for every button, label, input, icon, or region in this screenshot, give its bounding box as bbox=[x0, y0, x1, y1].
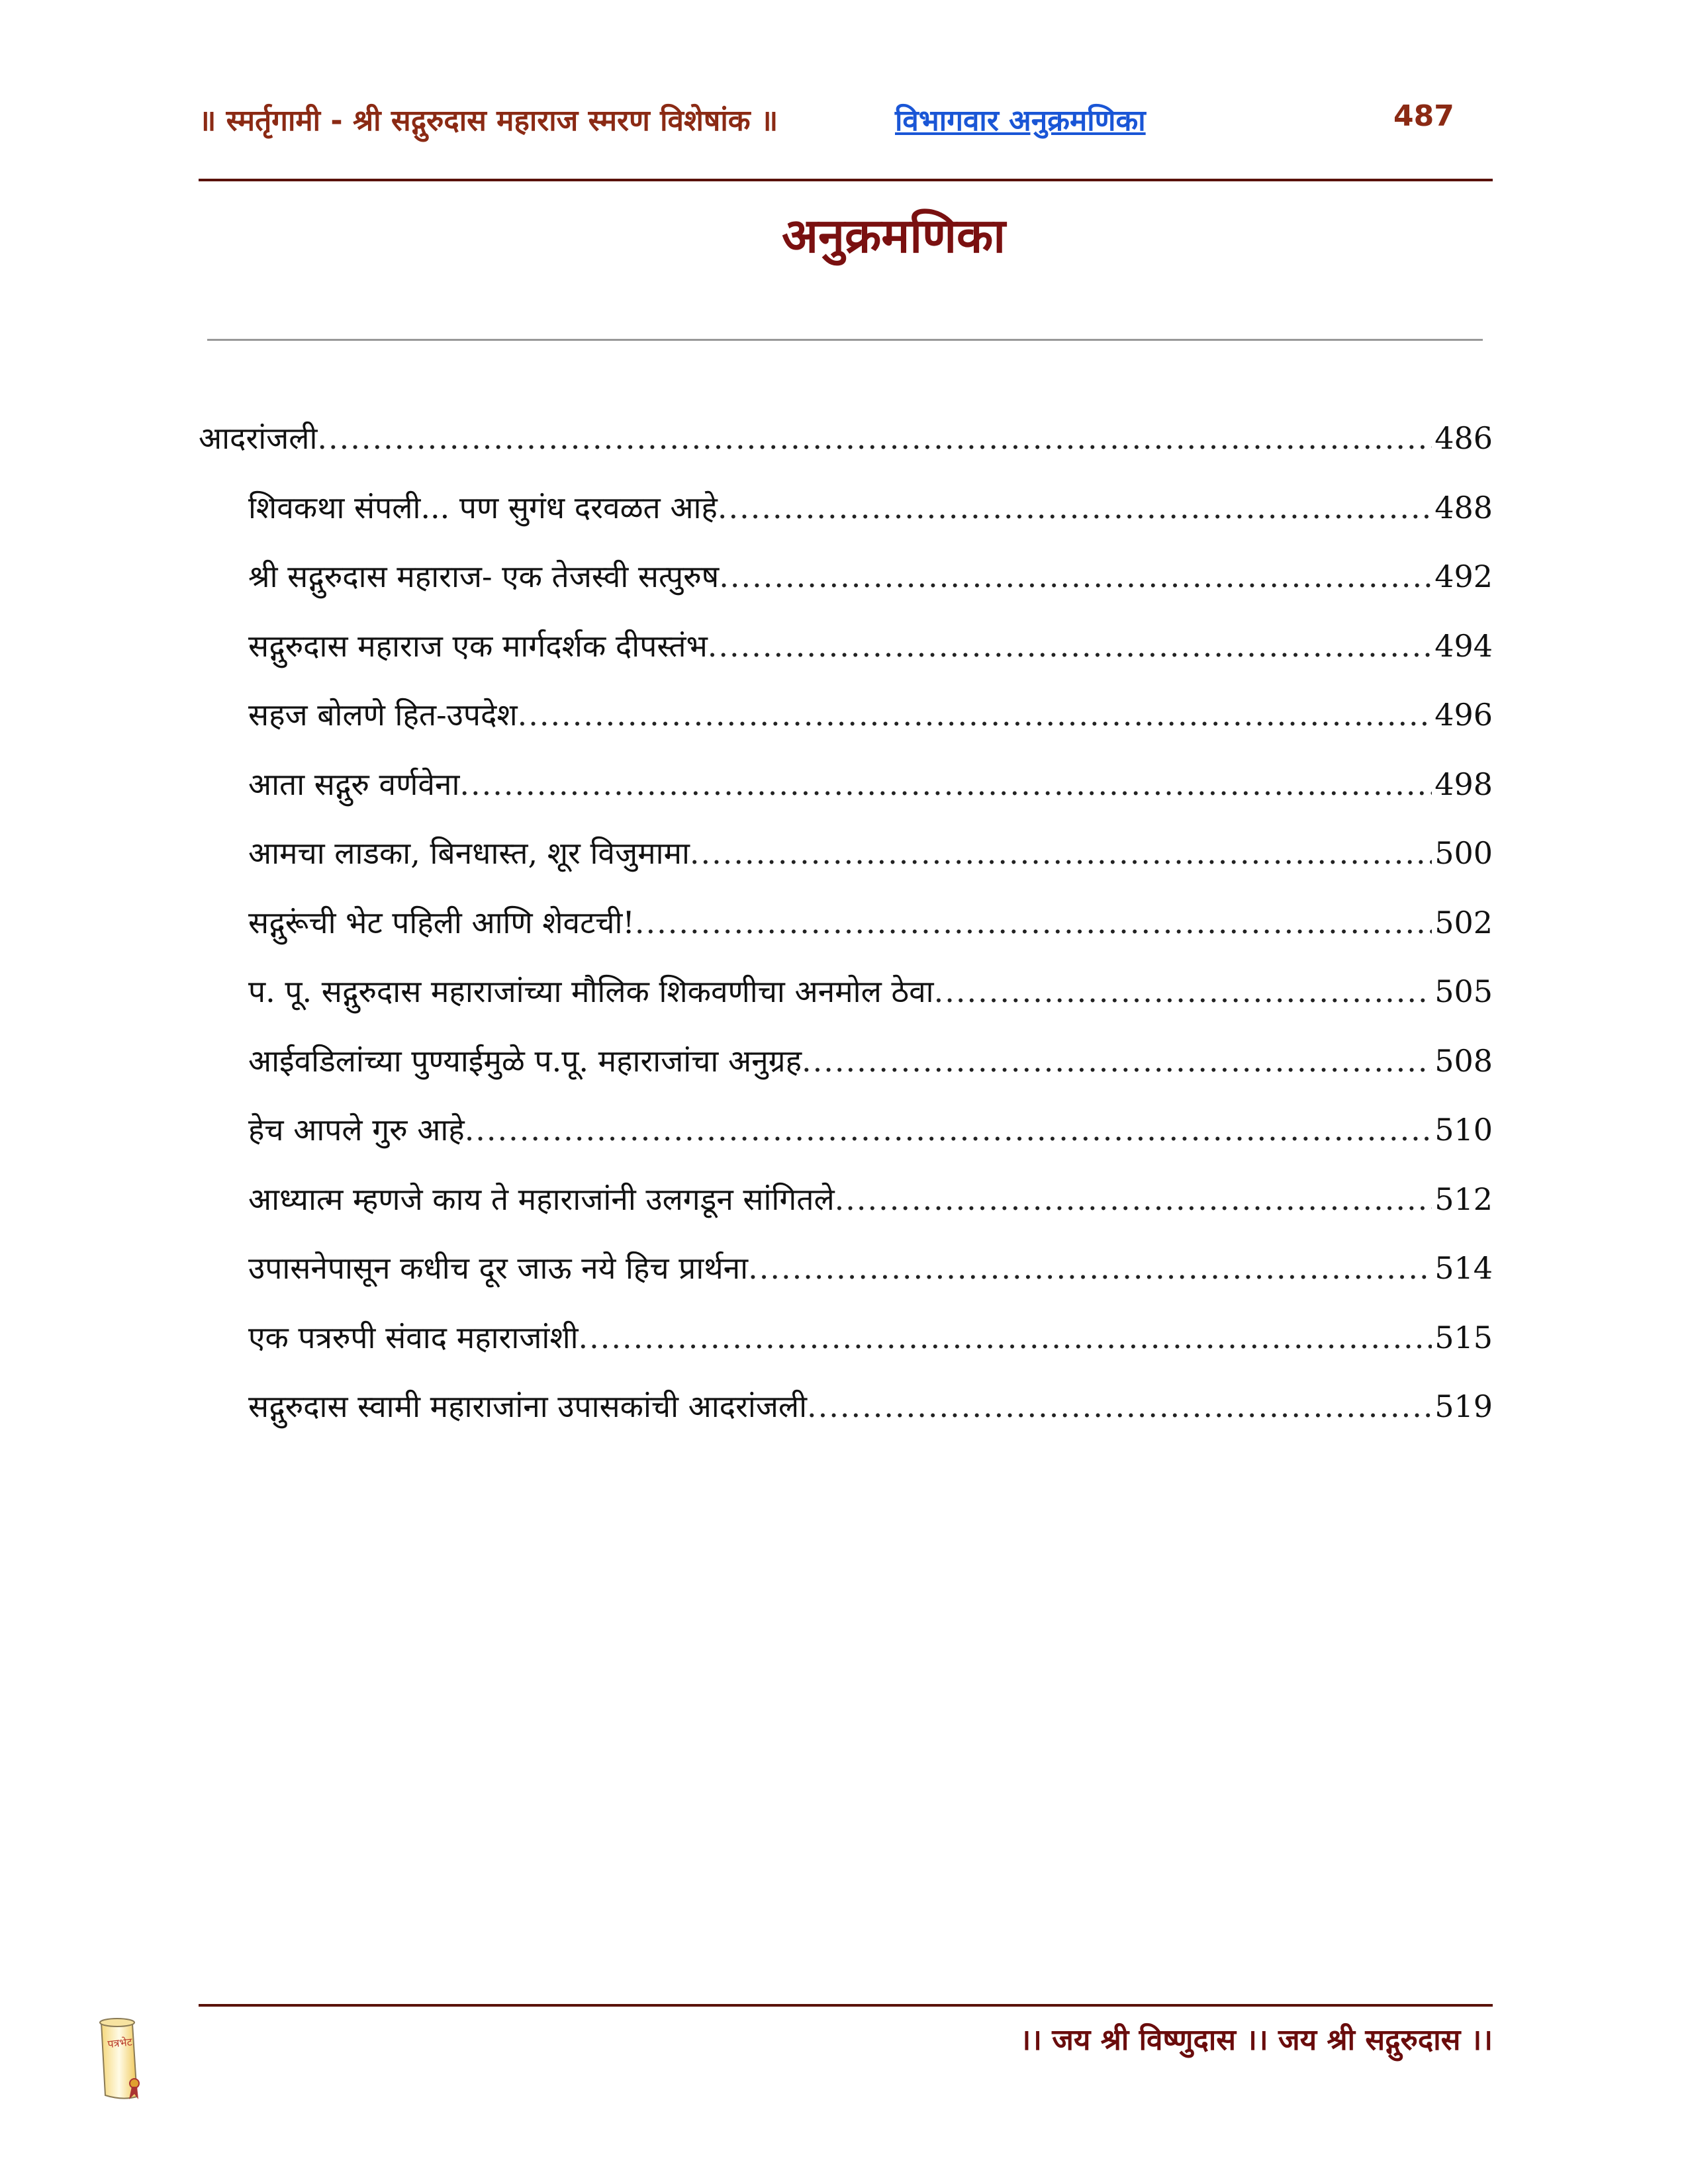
toc-entry-page: 502 bbox=[1434, 904, 1493, 940]
dot-leader bbox=[518, 697, 1432, 733]
toc-entry[interactable] bbox=[199, 1385, 1493, 1455]
toc-entry[interactable] bbox=[199, 832, 1493, 901]
dot-leader bbox=[708, 628, 1432, 664]
dot-leader bbox=[465, 1112, 1432, 1148]
toc-entry[interactable] bbox=[199, 1316, 1493, 1386]
toc-entry-page: 486 bbox=[1434, 420, 1493, 456]
toc-entry-page: 519 bbox=[1434, 1388, 1493, 1424]
toc-entry-title: हेच आपले गुरु आहे bbox=[248, 1112, 465, 1148]
footer-text: ।। जय श्री विष्णुदास ।। जय श्री सद्गुरुदास ।। bbox=[1019, 2023, 1493, 2057]
toc-entry-page: 492 bbox=[1434, 559, 1493, 594]
toc-entry-title: श्री सद्गुरुदास महाराज- एक तेजस्वी सत्पुरुष bbox=[248, 559, 720, 594]
footer-rule bbox=[199, 2004, 1493, 2007]
toc-entry-title: शिवकथा संपली... पण सुगंध दरवळत आहे bbox=[248, 489, 718, 525]
toc-entry[interactable] bbox=[199, 1247, 1493, 1316]
table-of-contents bbox=[199, 417, 1493, 1455]
toc-entry-title: सद्गुरुदास स्वामी महाराजांना उपासकांची आदरांजली bbox=[248, 1388, 808, 1424]
toc-entry-title: सद्गुरूंची भेट पहिली आणि शेवटची! bbox=[248, 904, 635, 940]
toc-entry-title: आध्यात्म म्हणजे काय ते महाराजांनी उलगडून सांगितले bbox=[248, 1181, 835, 1217]
toc-entry[interactable] bbox=[199, 1178, 1493, 1248]
toc-entry-title: आदरांजली bbox=[199, 420, 318, 456]
toc-entry-page: 500 bbox=[1434, 835, 1493, 871]
toc-entry-page: 494 bbox=[1434, 627, 1493, 664]
toc-entry[interactable] bbox=[199, 1109, 1493, 1178]
dot-leader bbox=[635, 905, 1432, 940]
toc-entry[interactable] bbox=[199, 625, 1493, 694]
running-header-title: ॥ स्मर्तृगामी - श्री सद्गुरुदास महाराज स्मरण विशेषांक ॥ bbox=[199, 104, 778, 138]
toc-entry[interactable] bbox=[199, 901, 1493, 971]
toc-entry[interactable] bbox=[199, 694, 1493, 763]
page-number: 487 bbox=[1393, 99, 1454, 133]
toc-entry[interactable] bbox=[199, 417, 1493, 486]
toc-entry[interactable] bbox=[199, 555, 1493, 625]
toc-entry[interactable] bbox=[199, 970, 1493, 1040]
title-divider bbox=[207, 339, 1483, 341]
toc-entry[interactable] bbox=[199, 763, 1493, 833]
page-title: अनुक्रमणिका bbox=[782, 208, 1006, 263]
toc-entry-page: 498 bbox=[1434, 766, 1493, 802]
dot-leader bbox=[690, 835, 1432, 871]
dot-leader bbox=[835, 1181, 1432, 1217]
toc-entry-title: आईवडिलांच्या पुण्याईमुळे प.पू. महाराजांचा अनुग्रह bbox=[248, 1042, 802, 1079]
dot-leader bbox=[748, 1250, 1432, 1286]
toc-entry-title: उपासनेपासून कधीच दूर जाऊ नये हिच प्रार्थना bbox=[248, 1250, 749, 1286]
toc-entry-title: आमचा लाडका, बिनधास्त, शूर विजुमामा bbox=[248, 835, 690, 871]
dot-leader bbox=[934, 974, 1432, 1009]
toc-entry-title: आता सद्गुरु वर्णवेना bbox=[248, 766, 460, 802]
dot-leader bbox=[802, 1043, 1432, 1079]
toc-entry-page: 488 bbox=[1434, 489, 1493, 525]
dot-leader bbox=[317, 420, 1432, 456]
toc-entry-title: एक पत्ररुपी संवाद महाराजांशी bbox=[248, 1319, 579, 1355]
toc-entry-page: 515 bbox=[1434, 1319, 1493, 1355]
patrabhet-scroll-logo bbox=[96, 2017, 162, 2103]
toc-entry-page: 512 bbox=[1434, 1181, 1493, 1217]
dot-leader bbox=[459, 766, 1432, 802]
dot-leader bbox=[718, 490, 1432, 525]
toc-entry-page: 508 bbox=[1434, 1042, 1493, 1079]
toc-entry-title: प. पू. सद्गुरुदास महाराजांच्या मौलिक शिकवणीचा अनमोल ठेवा bbox=[248, 974, 934, 1009]
toc-entry[interactable] bbox=[199, 1040, 1493, 1109]
toc-entry[interactable] bbox=[199, 486, 1493, 556]
header-rule bbox=[199, 179, 1493, 181]
toc-entry-title: सहज बोलणे हित-उपदेश bbox=[248, 697, 518, 733]
toc-entry-page: 510 bbox=[1434, 1112, 1493, 1148]
toc-entry-page: 514 bbox=[1434, 1250, 1493, 1286]
toc-entry-page: 505 bbox=[1434, 974, 1493, 1009]
section-index-link[interactable]: विभागवार अनुक्रमणिका bbox=[895, 104, 1146, 138]
svg-text:पत्रभेट: पत्रभेट bbox=[107, 2035, 133, 2051]
dot-leader bbox=[807, 1388, 1432, 1424]
toc-entry-title: सद्गुरुदास महाराज एक मार्गदर्शक दीपस्तंभ bbox=[248, 627, 708, 664]
toc-entry-page: 496 bbox=[1434, 697, 1493, 733]
dot-leader bbox=[719, 559, 1432, 594]
dot-leader bbox=[579, 1320, 1432, 1355]
